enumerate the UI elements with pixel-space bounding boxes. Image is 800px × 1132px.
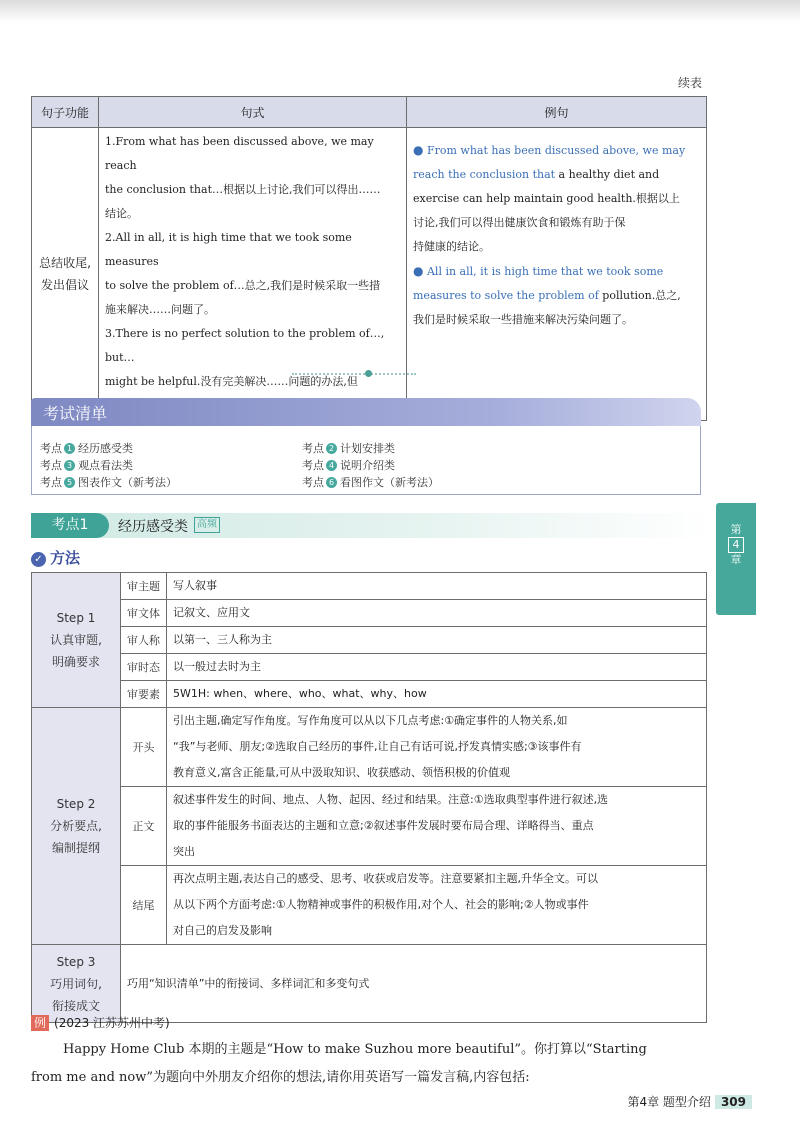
function-line: 总结收尾,: [39, 256, 91, 270]
step-line: 分析要点,: [50, 819, 102, 833]
method-title: 方法: [50, 549, 81, 567]
sub-value: 5W1H: when、where、who、what、why、how: [167, 681, 707, 708]
example-cell: [407, 128, 707, 421]
exam-point-prefix: 考点: [40, 476, 62, 489]
exam-list-box: [31, 426, 701, 495]
section-divider: [292, 373, 416, 375]
exam-point-prefix: 考点: [302, 459, 324, 472]
sub-value: [167, 708, 707, 787]
text-line: 引出主题,确定写作角度。写作角度可以从以下几点考虑:①确定事件的人物关系,如: [173, 714, 568, 727]
example-text: 持健康的结论。: [413, 240, 490, 253]
example-header: [31, 1014, 170, 1031]
step-line: 编制提纲: [51, 841, 100, 855]
table-row: [32, 866, 707, 945]
function-cell: [32, 128, 99, 421]
example-text: pollution.总之,: [598, 289, 681, 302]
exam-point-label: 经历感受类: [78, 442, 133, 455]
side-tab-number: 4: [728, 537, 744, 553]
exam-point-item: [302, 457, 395, 473]
step-line: 认真审题,: [50, 633, 102, 647]
side-tab-text: 第: [730, 523, 742, 536]
step-line: 巧用词句,: [50, 976, 102, 991]
continued-label: 续表: [677, 76, 702, 90]
step-2-cell: [32, 708, 121, 945]
example-highlight: All in all, it is high time that we took some: [426, 265, 664, 278]
number-badge-icon: 4: [326, 460, 337, 471]
example-1: [413, 138, 700, 259]
exam-point-item: [40, 474, 177, 490]
pattern-1: [105, 130, 400, 226]
sub-value: 巧用“知识清单”中的衔接词、多样词汇和多变句式: [121, 945, 707, 1023]
table-row: [32, 945, 707, 1023]
example-line-1: Happy Home Club 本期的主题是“How to make Suzhou more beautiful”。你打算以“Starting: [63, 1042, 647, 1057]
method-steps-table: [31, 572, 707, 1023]
text-line: 突出: [173, 845, 195, 858]
pattern-line: 3.There is no perfect solution to the problem of…, but…: [105, 327, 385, 364]
step-3-cell: [32, 945, 121, 1023]
table-row: [32, 627, 707, 654]
sub-label: 开头: [121, 708, 167, 787]
example-source: (2023 江苏苏州中考): [54, 1016, 170, 1030]
sub-label: 审文体: [121, 600, 167, 627]
text-line: 再次点明主题,表达自己的感受、思考、收获或启发等。注意要紧扣主题,升华全文。可以: [173, 872, 598, 885]
pattern-line: 施来解决……问题了。: [105, 303, 215, 316]
text-line: 对自己的启发及影响: [173, 924, 272, 937]
text-line: 取的事件能服务书面表达的主题和立意;②叙述事件发展时要布局合理、详略得当、重点: [173, 819, 594, 832]
table-row: [32, 600, 707, 627]
step-line: 明确要求: [51, 655, 100, 669]
text-line: 教育意义,富含正能量,可从中汲取知识、收获感动、领悟积极的价值观: [173, 766, 510, 779]
step-line: Step 3: [56, 954, 96, 969]
bullet-icon: ●: [413, 143, 424, 157]
text-line: 从以下两个方面考虑:①人物精神或事件的积极作用,对个人、社会的影响;②人物或事件: [173, 898, 589, 911]
point-badge: 考点1: [31, 513, 109, 538]
text-line: “我”与老师、朋友;②选取自己经历的事件,让自己有话可说,抒发真情实感;③该事件有: [173, 740, 582, 753]
footer-chapter: 第4章 题型介绍: [627, 1095, 711, 1109]
number-badge-icon: 3: [64, 460, 75, 471]
exam-point-label: 计划安排类: [340, 442, 395, 455]
table-row: [32, 708, 707, 787]
divider-dot: [365, 370, 372, 377]
exam-point-item: [40, 457, 133, 473]
step-line: 衔接成文: [51, 998, 100, 1013]
exam-point-item: [40, 440, 133, 456]
table-row: [32, 573, 707, 600]
sub-label: 结尾: [121, 866, 167, 945]
example-line-2: from me and now”为题向中外朋友介绍你的想法,请你用英语写一篇发言稿,内容包括:: [31, 1070, 530, 1085]
example-highlight: reach the conclusion that: [413, 168, 556, 181]
step-line: Step 1: [56, 611, 96, 625]
example-text: a healthy diet and: [555, 168, 660, 181]
example-text: exercise can help maintain good health.根据以上: [413, 192, 680, 205]
chapter-side-tab: [716, 503, 756, 615]
header-example: 例句: [407, 97, 707, 128]
sub-value: 以一般过去时为主: [167, 654, 707, 681]
text-line: 叙述事件发生的时间、地点、人物、起因、经过和结果。注意:①选取典型事件进行叙述,选: [173, 793, 609, 806]
exam-point-prefix: 考点: [302, 442, 324, 455]
exam-point-label: 图表作文（新考法）: [78, 476, 177, 489]
pattern-2: [105, 226, 400, 322]
page-footer: [627, 1093, 752, 1110]
example-text: 讨论,我们可以得出健康饮食和锻炼有助于保: [413, 216, 626, 229]
pattern-line: might be helpful.没有完美解决……问题的办法,但: [105, 375, 358, 388]
step-line: Step 2: [56, 797, 96, 811]
step-1-cell: [32, 573, 121, 708]
number-badge-icon: 2: [326, 443, 337, 454]
sub-label: 审人称: [121, 627, 167, 654]
table-row: [32, 654, 707, 681]
check-icon: ✓: [31, 552, 46, 567]
pattern-line: 2.All in all, it is high time that we took some measures: [105, 231, 352, 268]
exam-point-prefix: 考点: [40, 442, 62, 455]
table-row: [32, 787, 707, 866]
sub-label: 审主题: [121, 573, 167, 600]
pattern-line: 1.From what has been discussed above, we may reach: [105, 135, 374, 172]
table-header-row: [32, 97, 707, 128]
pattern-line: the conclusion that…根据以上讨论,我们可以得出……: [105, 183, 381, 196]
page-top-shadow: [0, 0, 800, 22]
sub-label: 审时态: [121, 654, 167, 681]
sub-value: [167, 866, 707, 945]
bullet-icon: ●: [413, 264, 424, 278]
number-badge-icon: 1: [64, 443, 75, 454]
pattern-line: to solve the problem of…总之,我们是时候采取一些措: [105, 279, 381, 292]
exam-point-item: [302, 474, 439, 490]
exam-point-prefix: 考点: [40, 459, 62, 472]
example-tag: 例: [31, 1015, 49, 1031]
page-number: 309: [715, 1095, 752, 1109]
exam-list-title: 考试清单: [43, 404, 108, 423]
example-highlight: measures to solve the problem of: [413, 289, 599, 302]
pattern-line: 结论。: [105, 207, 138, 220]
sub-value: 记叙文、应用文: [167, 600, 707, 627]
exam-point-prefix: 考点: [302, 476, 324, 489]
sub-label: 审要素: [121, 681, 167, 708]
number-badge-icon: 5: [64, 477, 75, 488]
exam-point-label: 说明介绍类: [340, 459, 395, 472]
example-text: 我们是时候采取一些措施来解决污染问题了。: [413, 313, 633, 326]
header-function: 句子功能: [32, 97, 99, 128]
point-title: 经历感受类: [118, 519, 188, 535]
function-line: 发出倡议: [40, 278, 89, 292]
example-2: [413, 259, 700, 332]
frequency-tag: 高频: [194, 517, 220, 533]
exam-list-header: [31, 398, 701, 426]
side-tab-text: 章: [730, 553, 742, 566]
sub-value: 以第一、三人称为主: [167, 627, 707, 654]
example-highlight: From what has been discussed above, we may: [426, 144, 686, 157]
method-heading: [31, 547, 80, 568]
number-badge-icon: 6: [326, 477, 337, 488]
sub-value: [167, 787, 707, 866]
sub-value: 写人叙事: [167, 573, 707, 600]
header-pattern: 句式: [99, 97, 407, 128]
pattern-cell: [99, 128, 407, 421]
sub-label: 正文: [121, 787, 167, 866]
exam-point-label: 看图作文（新考法）: [340, 476, 439, 489]
exam-point-item: [302, 440, 395, 456]
table-row: [32, 681, 707, 708]
exam-point-label: 观点看法类: [78, 459, 133, 472]
